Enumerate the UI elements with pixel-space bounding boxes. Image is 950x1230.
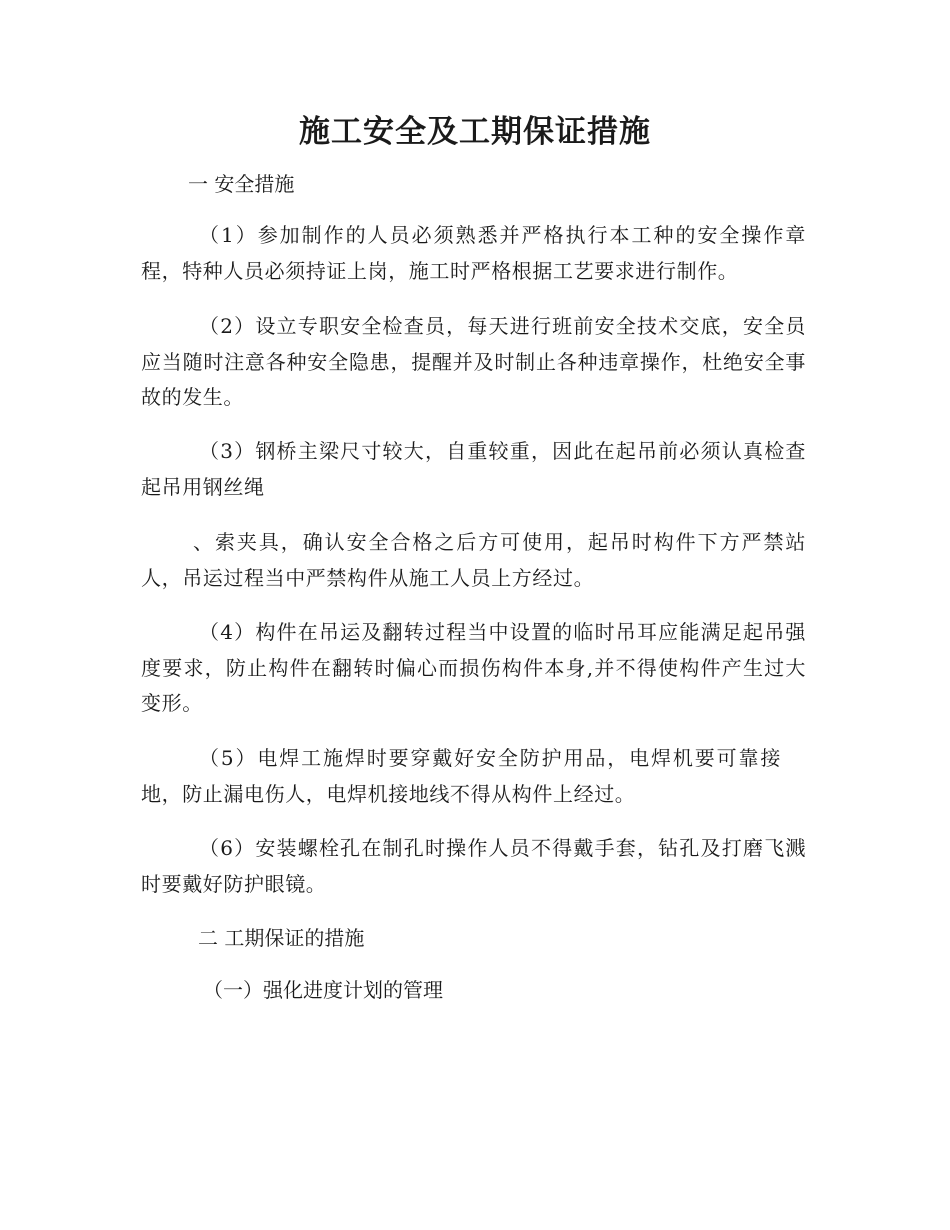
section-heading-safety: 一 安全措施 <box>188 172 295 196</box>
subsection-heading-progress-plan: （一）强化进度计划的管理 <box>203 978 443 1002</box>
paragraph-item-5: （5）电焊工施焊时要穿戴好安全防护用品，电焊机要可靠接地，防止漏电伤人，电焊机接地线不得从构件上经过。 <box>141 746 781 806</box>
paragraph-item-3-continued: 、索夹具，确认安全合格之后方可使用，起吊时构件下方严禁站人，吊运过程当中严禁构件从施工人员上方经过。 <box>141 530 806 590</box>
paragraph-item-6: （6）安装螺栓孔在制孔时操作人员不得戴手套，钻孔及打磨飞溅时要戴好防护眼镜。 <box>141 836 806 896</box>
document-title: 施工安全及工期保证措施 <box>299 114 651 150</box>
paragraph-item-2: （2）设立专职安全检查员，每天进行班前安全技术交底，安全员应当随时注意各种安全隐患，提醒并及时制止各种违章操作，杜绝安全事故的发生。 <box>141 314 806 409</box>
section-heading-schedule: 二 工期保证的措施 <box>198 926 365 950</box>
paragraph-item-1: （1）参加制作的人员必须熟悉并严格执行本工种的安全操作章程，特种人员必须持证上岗，施工时严格根据工艺要求进行制作。 <box>141 223 806 283</box>
paragraph-item-3: （3）钢桥主梁尺寸较大，自重较重，因此在起吊前必须认真检查起吊用钢丝绳 <box>141 439 806 499</box>
paragraph-item-4: （4）构件在吊运及翻转过程当中设置的临时吊耳应能满足起吊强度要求，防止构件在翻转时偏心而损伤构件本身,并不得使构件产生过大变形。 <box>141 620 806 715</box>
